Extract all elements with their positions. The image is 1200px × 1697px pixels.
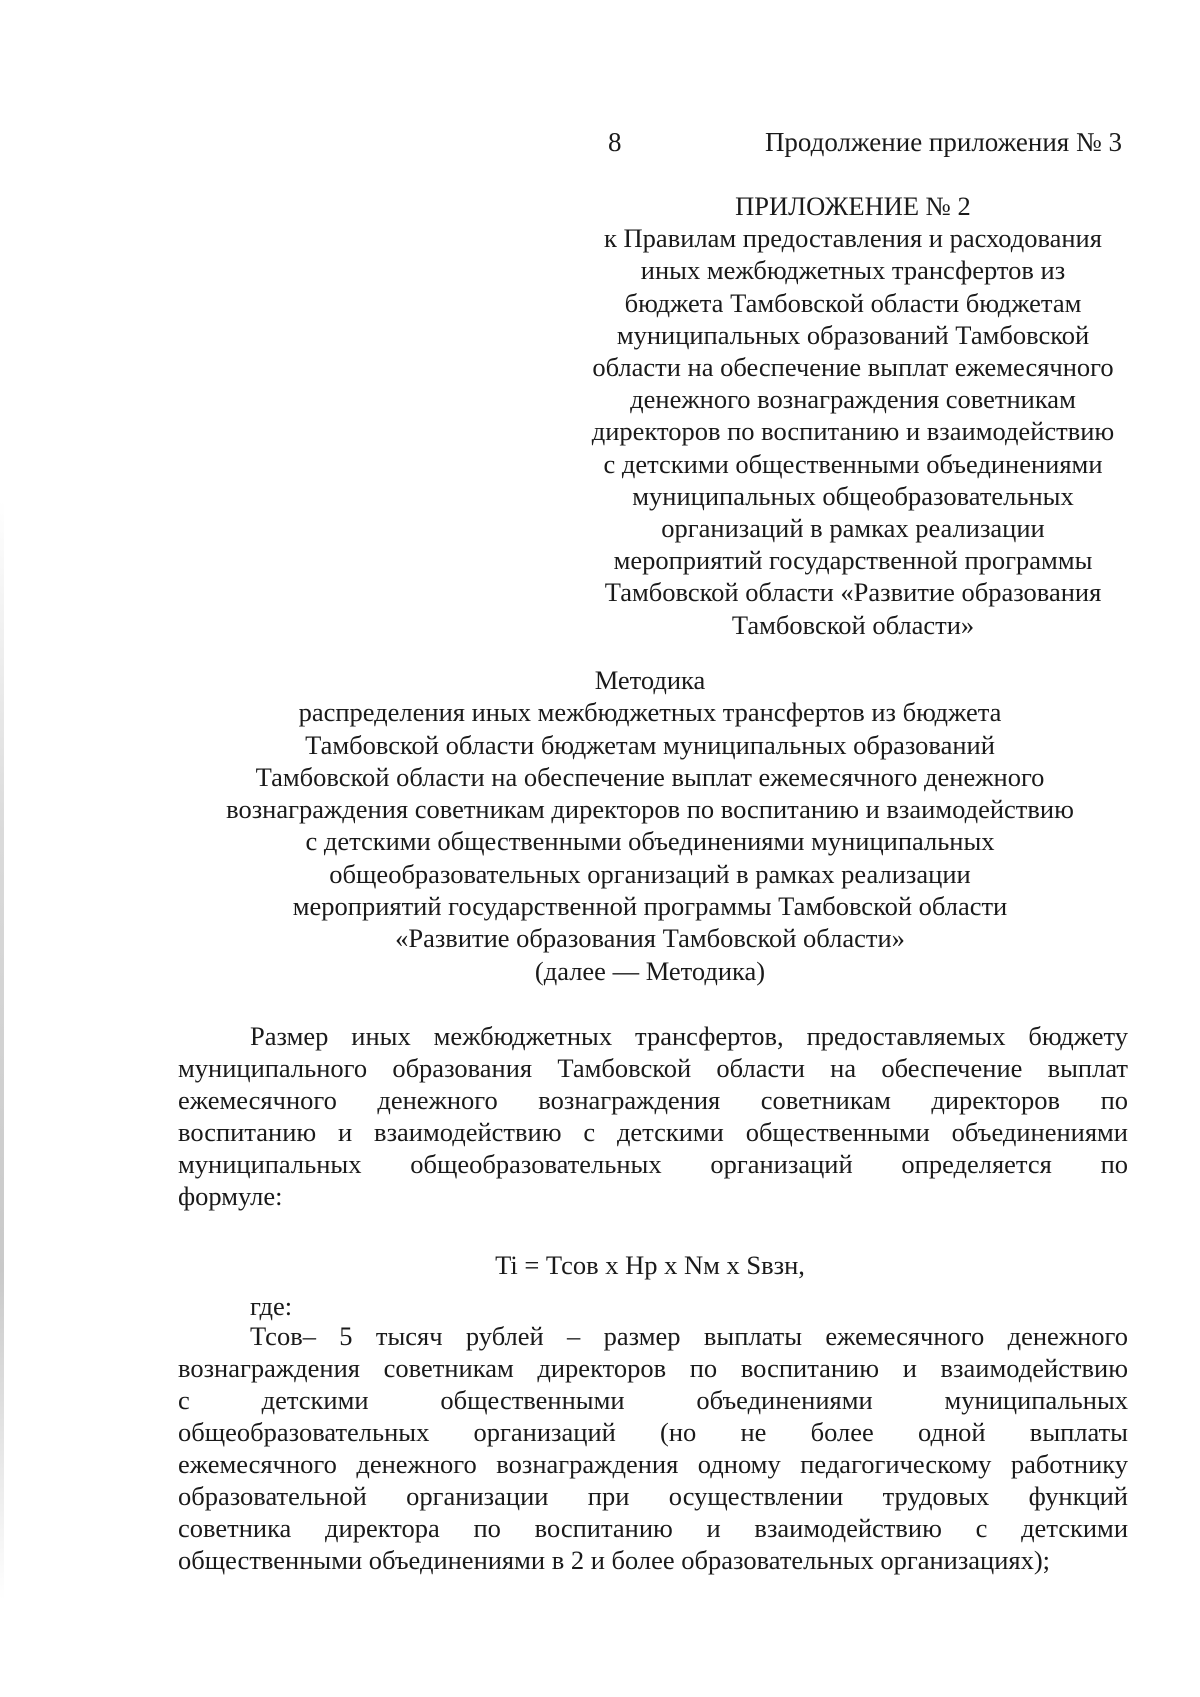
- paragraph-1-line: ежемесячного денежного вознаграждения советникам директоров по: [178, 1085, 1128, 1115]
- paragraph-1-line: формуле:: [178, 1181, 283, 1211]
- paragraph-2-line: общеобразовательных организаций (но не более одной выплаты: [178, 1417, 1128, 1447]
- paragraph-2-line: общественными объединениями в 2 и более образовательных организациях);: [178, 1545, 1051, 1575]
- appendix-line: муниципальных общеобразовательных: [632, 480, 1074, 511]
- appendix-line: области на обеспечение выплат ежемесячного: [592, 352, 1114, 383]
- paragraph-2-line: образовательной организации при осуществлении трудовых функций: [178, 1481, 1128, 1511]
- paragraph-1-line: Размер иных межбюджетных трансфертов, предоставляемых бюджету: [250, 1021, 1128, 1051]
- appendix-heading-block: [580, 190, 1126, 641]
- continuation-heading: Продолжение приложения № 3: [764, 127, 1122, 157]
- appendix-line: бюджета Тамбовской области бюджетам: [624, 287, 1082, 318]
- paragraph-2-line: советника директора по воспитанию и взаимодействию с детскими: [178, 1513, 1128, 1543]
- appendix-line: муниципальных образований Тамбовской: [616, 319, 1090, 350]
- appendix-line: Тамбовской области «Развитие образования: [604, 577, 1102, 608]
- methodology-line: вознаграждения советникам директоров по воспитанию и взаимодействию: [226, 794, 1074, 825]
- appendix-line: денежного вознаграждения советникам: [630, 384, 1076, 415]
- paragraph-2-line: Тсов– 5 тысяч рублей – размер выплаты ежемесячного денежного: [250, 1321, 1128, 1351]
- methodology-line: общеобразовательных организаций в рамках реализации: [329, 858, 971, 889]
- appendix-line: иных межбюджетных трансфертов из: [640, 255, 1066, 286]
- appendix-line: организаций в рамках реализации: [661, 513, 1045, 544]
- appendix-line: с детскими общественными объединениями: [603, 448, 1103, 479]
- paragraph-1-line: воспитанию и взаимодействию с детскими общественными объединениями: [178, 1117, 1128, 1147]
- methodology-line: Тамбовской области на обеспечение выплат ежемесячного денежного: [255, 761, 1045, 792]
- appendix-line: к Правилам предоставления и расходования: [604, 223, 1102, 254]
- page-number: 8: [608, 127, 622, 157]
- appendix-line: мероприятий государственной программы: [613, 545, 1093, 576]
- methodology-line: Тамбовской области бюджетам муниципальных образований: [305, 729, 995, 760]
- methodology-line: распределения иных межбюджетных трансфертов из бюджета: [298, 697, 1002, 728]
- paragraph-2-line: с детскими общественными объединениями муниципальных: [178, 1385, 1128, 1415]
- appendix-line: директоров по воспитанию и взаимодействию: [591, 416, 1115, 447]
- methodology-line: (далее — Методика): [534, 955, 766, 986]
- methodology-title: Методика: [594, 665, 706, 695]
- methodology-title-block: [170, 664, 1130, 987]
- methodology-line: «Развитие образования Тамбовской области»: [395, 923, 905, 954]
- paragraph-2-line: вознаграждения советникам директоров по воспитанию и взаимодействию: [178, 1353, 1128, 1383]
- paragraph-1-line: муниципального образования Тамбовской области на обеспечение выплат: [178, 1053, 1128, 1083]
- appendix-line: Тамбовской области»: [731, 609, 975, 640]
- methodology-line: мероприятий государственной программы Тамбовской области: [292, 891, 1008, 922]
- paragraph-2-line: ежемесячного денежного вознаграждения одному педагогическому работнику: [178, 1449, 1128, 1479]
- where-label: где:: [250, 1291, 293, 1321]
- scan-edge-shadow: [0, 500, 4, 1600]
- formula: Ti = Тсов x Hp x Nм x Sвзн,: [495, 1250, 805, 1280]
- paragraph-1-line: муниципальных общеобразовательных организаций определяется по: [178, 1149, 1128, 1179]
- appendix-title: ПРИЛОЖЕНИЕ № 2: [735, 191, 971, 221]
- methodology-line: с детскими общественными объединениями муниципальных: [305, 826, 995, 857]
